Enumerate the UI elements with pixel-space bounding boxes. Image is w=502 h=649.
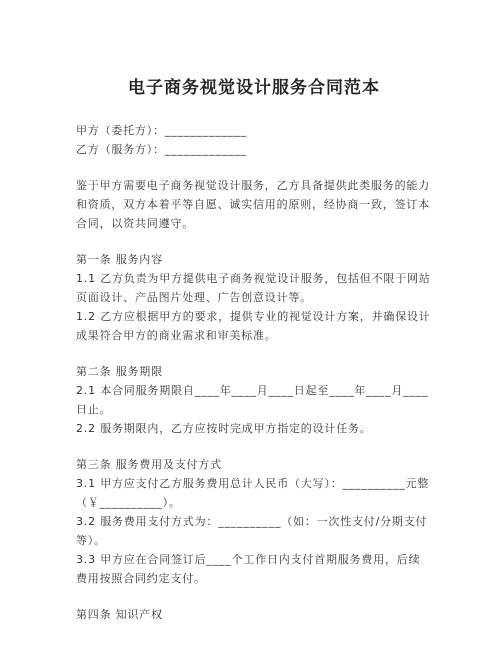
document-title: 电子商务视觉设计服务合同范本 <box>128 78 380 98</box>
clause-2-1: 2.1 本合同服务期限自____年____月____日起至____年____月____日止。 <box>76 384 429 416</box>
clause-3-1: 3.1 甲方应支付乙方服务费用总计人民币（大写）：__________元整（￥__________）。 <box>76 477 430 509</box>
clause-1-1: 1.1 乙方负责为甲方提供电子商务视觉设计服务，包括但不限于网站页面设计、产品图片处理、广告创意设计等。 <box>76 272 431 304</box>
clause-2-2: 2.2 服务期限内，乙方应按时完成甲方指定的设计任务。 <box>76 422 372 435</box>
section-heading: 第一条 服务内容 <box>76 253 163 266</box>
section-1 <box>76 250 432 345</box>
clause-1-2: 1.2 乙方应根据甲方的要求，提供专业的视觉设计方案，并确保设计成果符合甲方的商业需求和审美标准。 <box>76 310 431 342</box>
clause-3-2: 3.2 服务费用支付方式为：__________（如：一次性支付/分期支付等）。 <box>76 515 428 547</box>
section-heading: 第三条 服务费用及支付方式 <box>76 458 222 471</box>
section-2 <box>76 362 432 438</box>
party-a-line: 甲方（委托方）：_____________ <box>76 124 247 137</box>
party-b-line: 乙方（服务方）：_____________ <box>76 143 247 156</box>
clause-3-3: 3.3 甲方应在合同签订后____个工作日内支付首期服务费用，后续费用按照合同约定支付。 <box>76 553 421 585</box>
section-4 <box>76 605 432 624</box>
section-3 <box>76 455 432 588</box>
intro-paragraph <box>76 176 432 233</box>
parties-block <box>76 121 432 159</box>
section-heading: 第四条 知识产权 <box>76 608 163 621</box>
section-heading: 第二条 服务期限 <box>76 365 163 378</box>
intro-text: 鉴于甲方需要电子商务视觉设计服务，乙方具备提供此类服务的能力和资质，双方本着平等自愿、诚实信用的原则，经协商一致，签订本合同，以资共同遵守。 <box>76 179 430 230</box>
